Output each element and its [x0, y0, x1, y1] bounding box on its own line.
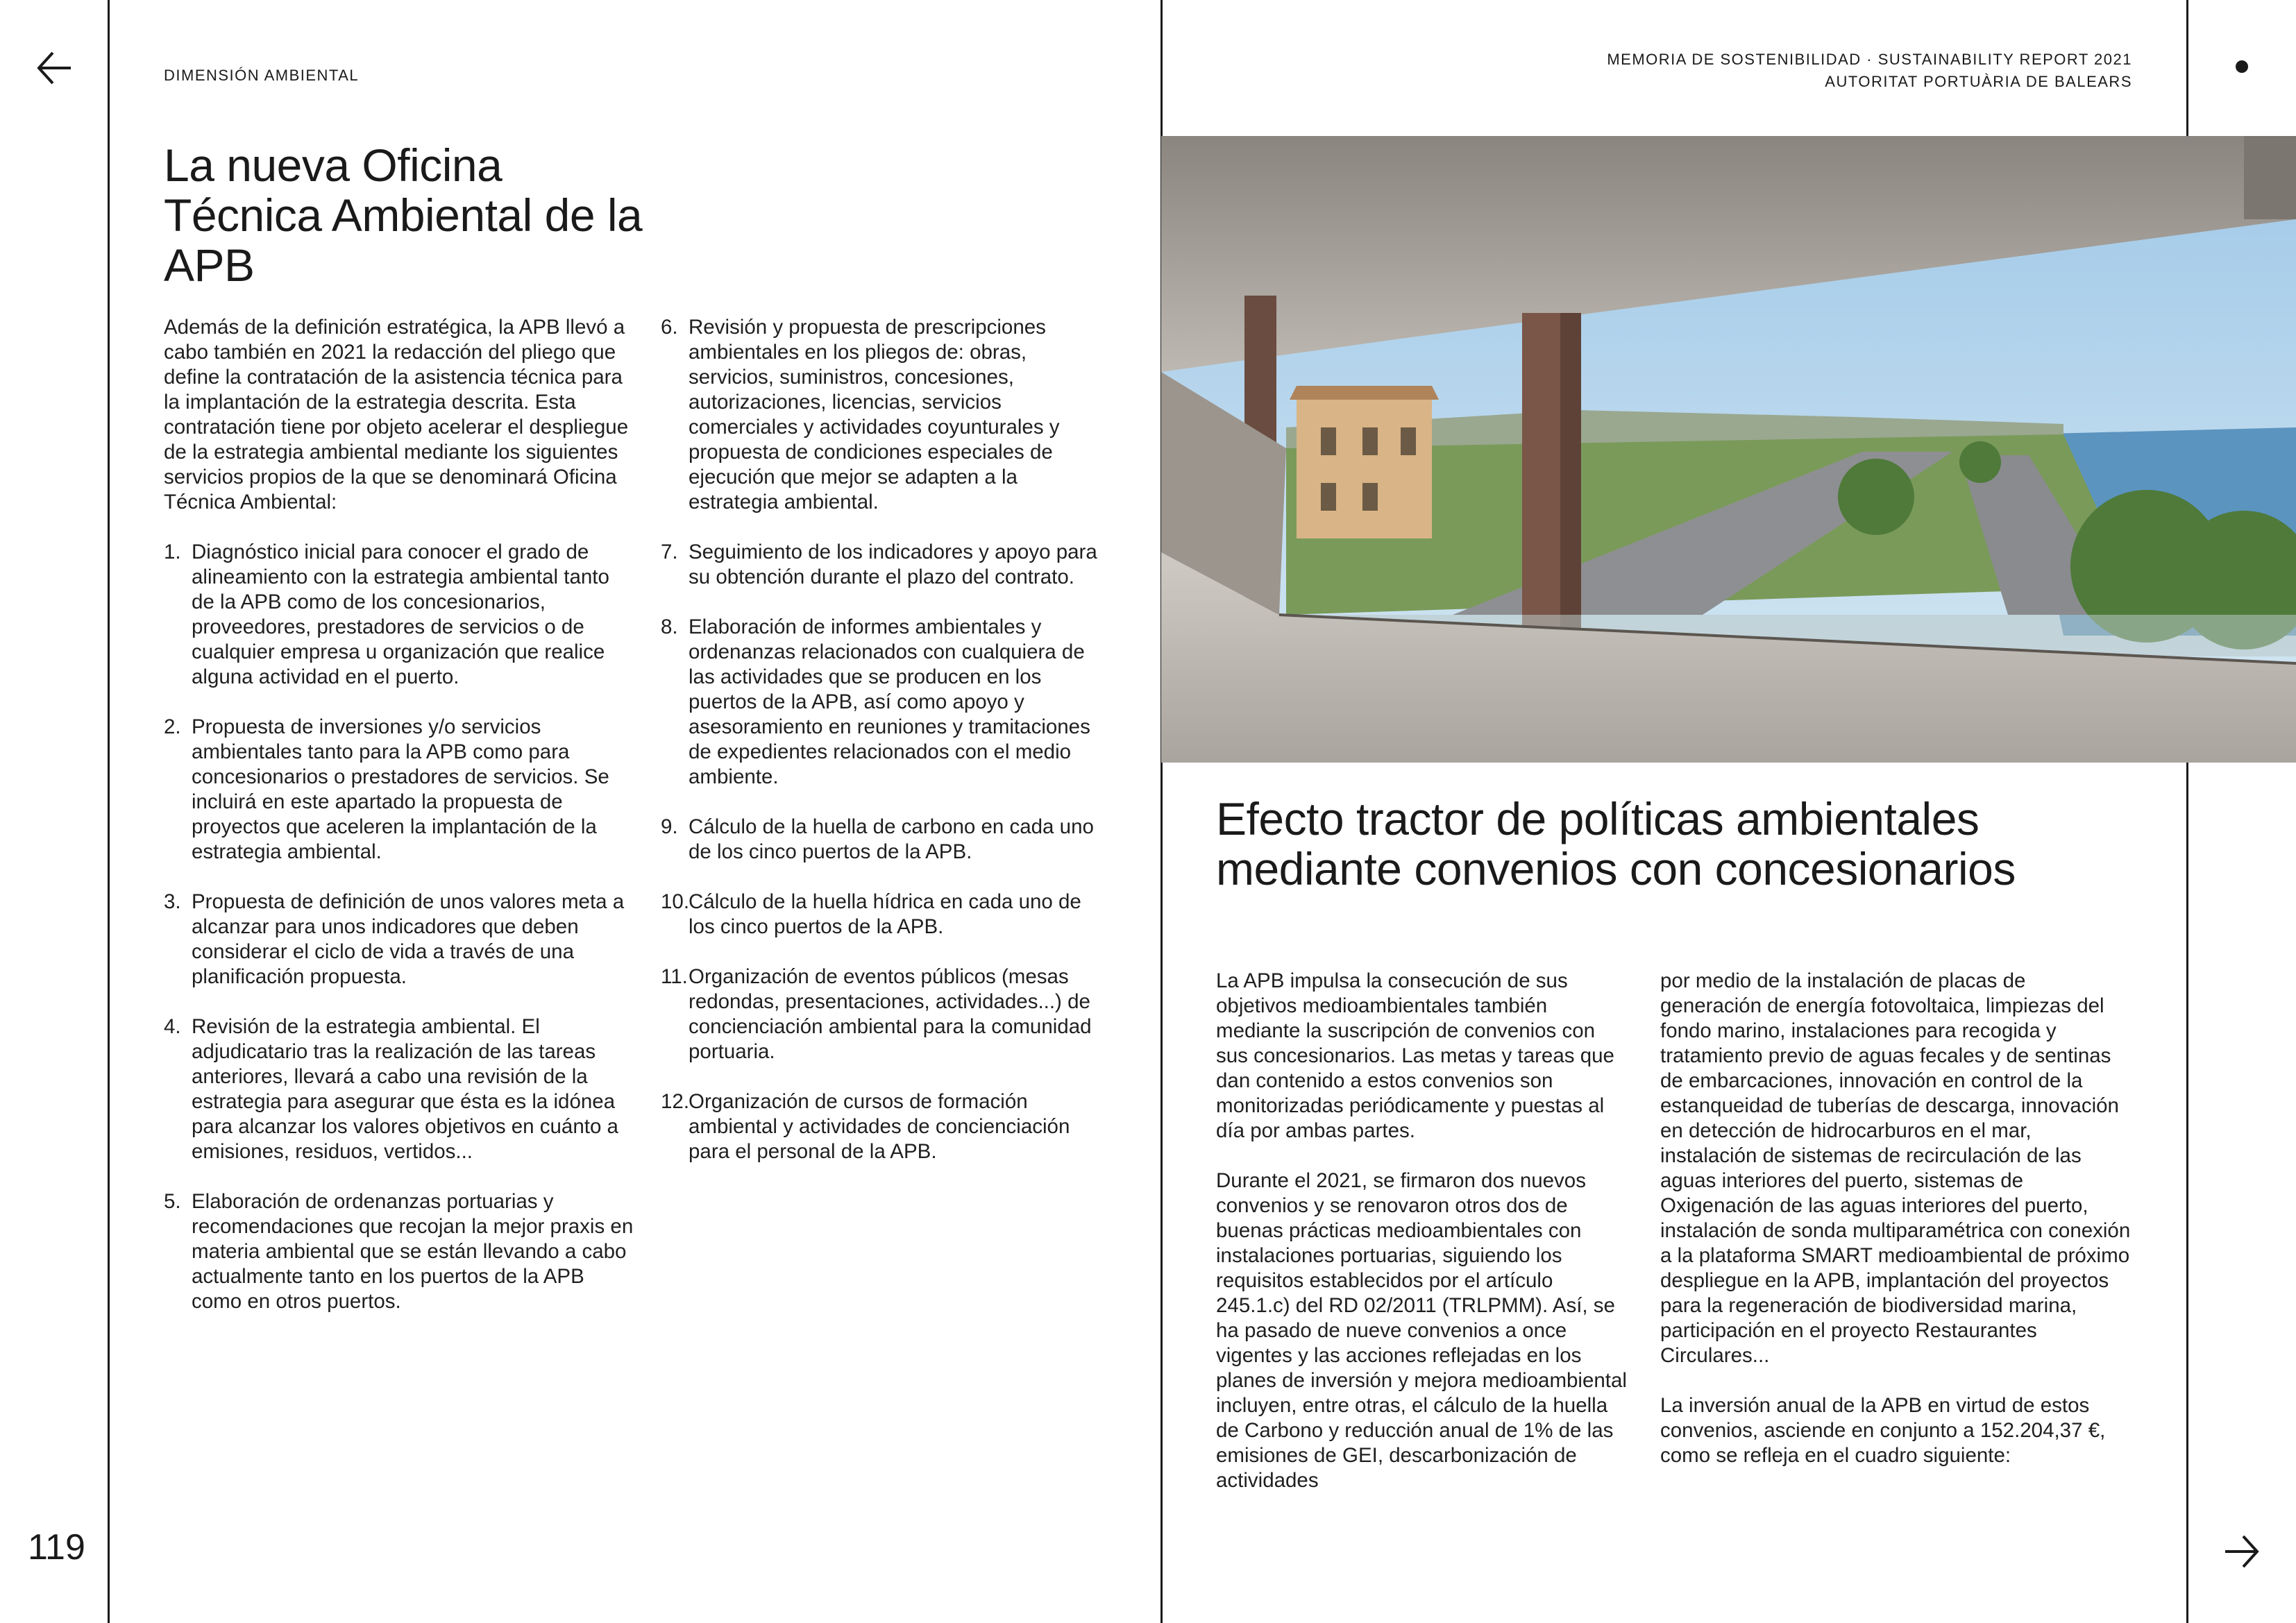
body-paragraph: por medio de la instalación de placas de generación de energía fotovoltaica, limpiezas del fondo marino, instalaciones para recogida y tratamiento previo de aguas fecales y de sentinas de embarcaciones, innovación en control de la estanqueidad de tuberías de descarga, innovación en detección de hidrocarburos en el mar, instalación de sistemas de recirculación de las aguas interiores del puerto, sistemas de Oxigenación de las aguas interiores del puerto, instalación de sonda multiparamétrica con conexión a la plataforma SMART medioambiental de próximo despliegue en la APB, implantación del proyectos para la regeneración de biodiversidad marina, participación en el proyecto Restaurantes Circulares... [1660, 969, 2131, 1367]
list-item: 6. Revisión y propuesta de prescripciones ambientales en los pliegos de: obras, servicios, suministros, concesiones, autorizaciones, licencias, servicios comerciales y actividades coyunturales y propuesta de condiciones especiales de ejecución que mejor se adapten a la estrategia ambiental. [661, 316, 1060, 513]
body-paragraph: Durante el 2021, se firmaron dos nuevos convenios y se renovaron otros dos de buenas prácticas medioambientales con instalaciones portuarias, siguiendo los requisitos establecidos por el artículo 245.1.c) del RD 02/2011 (TRLPMM). Así, se ha pasado de nueve convenios a once vigentes y las acciones reflejadas en los planes de inversión y mejora medioambiental incluyen, entre otras, el cálculo de la huella de Carbono y reducción anual de 1% de las emisiones de GEI, descarbonización de actividades [1216, 1169, 1627, 1492]
services-list-continued [661, 315, 1112, 1164]
report-title: MEMORIA DE SOSTENIBILIDAD · SUSTAINABILITY REPORT 2021 [1607, 51, 2132, 68]
list-item: 11. Organización de eventos públicos (mesas redondas, presentaciones, actividades...) de concienciación ambiental para la comunidad portuaria. [661, 965, 1092, 1063]
body-paragraph: La inversión anual de la APB en virtud de estos convenios, asciende en conjunto a 152.204,37 €, como se refleja en el cuadro siguiente: [1660, 1394, 2106, 1467]
organization-name: AUTORITAT PORTUÀRIA DE BALEARS [1825, 73, 2132, 90]
report-header [1607, 49, 2132, 93]
intro-paragraph: Además de la definición estratégica, la APB llevó a cabo también en 2021 la redacción del pliego que define la contratación de la asistencia técnica para la implantación de la estrategia descrita. Esta contratación tiene por objeto acelerar el despliegue de la estrategia ambiental mediante los siguientes servicios propios de la que se denominará Oficina Técnica Ambiental: [164, 316, 629, 513]
list-item: 3. Propuesta de definición de unos valores meta a alcanzar para unos indicadores que deben considerar el ciclo de vida a través de una planificación propuesta. [164, 890, 625, 988]
list-item: 7. Seguimiento de los indicadores y apoyo para su obtención durante el plazo del contrato. [661, 541, 1097, 588]
section-label: DIMENSIÓN AMBIENTAL [164, 67, 360, 84]
text-column-2 [661, 315, 1112, 1189]
page-title: La nueva Oficina Técnica Ambiental de la APB [164, 139, 643, 291]
text-column-1 [164, 315, 636, 1339]
list-item: 4. Revisión de la estrategia ambiental. El adjudicatario tras la realización de las tareas anteriores, llevará a cabo una revisión de la estrategia para asegurar que ésta es la idónea para alcanzar los valores objetivos en cuánto a emisiones, residuos, vertidos... [164, 1015, 618, 1163]
body-paragraph: La APB impulsa la consecución de sus objetivos medioambientales también mediante la suscripción de convenios con sus concesionarios. Las metas y tareas que dan contenido a estos convenios son monitorizadas periódicamente y puestas al día por ambas partes. [1216, 969, 1614, 1142]
terrace-sea-view-photo [1161, 136, 2296, 763]
list-item: 12. Organización de cursos de formación ambiental y actividades de concienciación para el personal de la APB. [661, 1090, 1070, 1163]
page-number: 119 [28, 1527, 85, 1567]
section-title: Efecto tractor de políticas ambientales mediante convenios con concesionarios [1216, 793, 2016, 894]
list-item: 2. Propuesta de inversiones y/o servicios ambientales tanto para la APB como para concesionarios o prestadores de servicios. Se incluirá en este apartado la propuesta de proyectos que aceleren la implantación de la estrategia ambiental. [164, 715, 609, 863]
text-column-4 [1660, 969, 2132, 1493]
list-item: 9. Cálculo de la huella de carbono en cada uno de los cinco puertos de la APB. [661, 815, 1094, 863]
list-item: 5. Elaboración de ordenanzas portuarias y recomendaciones que recojan la mejor praxis en materia ambiental que se están llevando a cabo actualmente tanto en los puertos de la APB como en otros puertos. [164, 1190, 634, 1313]
services-list [164, 540, 636, 1314]
left-margin-rule [108, 0, 110, 1623]
arrow-left-icon[interactable] [33, 47, 75, 89]
list-item: 8. Elaboración de informes ambientales y ordenanzas relacionados con cualquiera de las actividades que se producen en los puertos de la APB, así como apoyo y asesoramiento en reuniones y tramitaciones de expedientes relacionados con el medio ambiente. [661, 615, 1090, 788]
list-item: 10. Cálculo de la huella hídrica en cada uno de los cinco puertos de la APB. [661, 890, 1081, 938]
text-column-3 [1216, 969, 1632, 1518]
arrow-right-icon[interactable] [2221, 1531, 2263, 1572]
dot-icon [2234, 58, 2250, 75]
list-item: 1. Diagnóstico inicial para conocer el grado de alineamiento con la estrategia ambiental tanto de la APB como de los concesionarios, proveedores, prestadores de servicios o de cualquier empresa u organización que realice alguna actividad en el puerto. [164, 541, 609, 688]
